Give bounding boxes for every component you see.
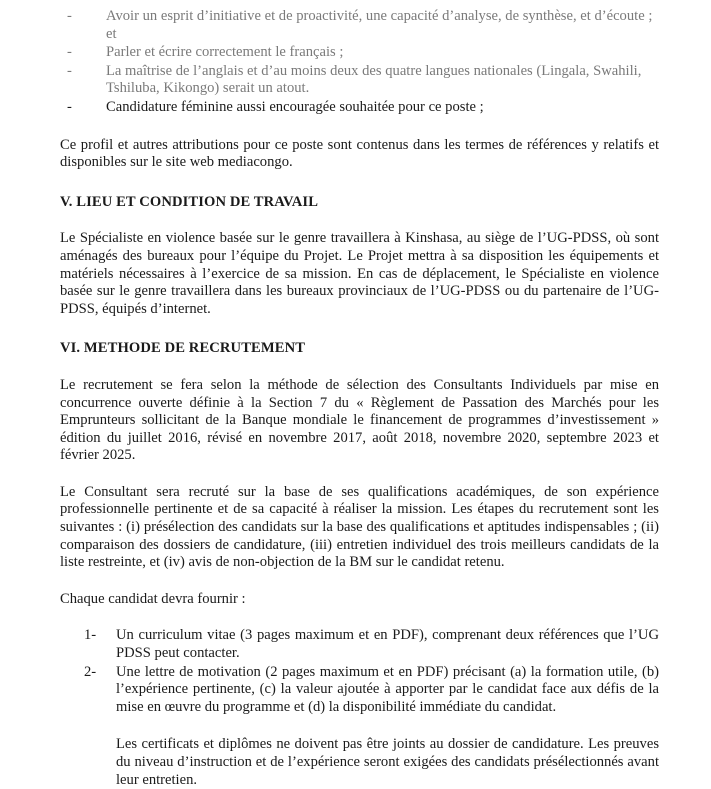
documents-list <box>60 627 659 716</box>
list-marker: - <box>67 62 72 79</box>
list-number: 1- <box>84 627 97 644</box>
list-item-text: Une lettre de motivation (2 pages maximum et en PDF) précisant (a) la formation utile, (b) l’expérience pertinente, (c) la valeur ajoutée à apporter par le candidat face aux défis de la mise en œuvre du programme et (d) la disponibilité immédiate du candidat. <box>116 663 659 715</box>
list-number: 2- <box>84 663 97 680</box>
certificates-note: Les certificats et diplômes ne doivent pas être joints au dossier de candidature. Les preuves du niveau d’instruction et de l’expérience seront exigées des candidats présélectionnés avant leur entretien. <box>116 736 659 788</box>
list-item <box>60 99 659 117</box>
list-item-text: Avoir un esprit d’initiative et de proactivité, une capacité d’analyse, de synthèse, et d’écoute ; et <box>106 8 653 42</box>
section-vi-heading: VI. METHODE DE RECRUTEMENT <box>60 340 306 357</box>
documents-intro: Chaque candidat devra fournir : <box>60 590 246 607</box>
list-item <box>60 627 659 662</box>
requirements-list <box>60 8 659 117</box>
list-item-text: Un curriculum vitae (3 pages maximum et en PDF), comprenant deux références que l’UG PDSS peut contacter. <box>116 627 659 662</box>
section-v-heading: V. LIEU ET CONDITION DE TRAVAIL <box>60 193 319 210</box>
list-marker: - <box>67 44 72 61</box>
list-marker: - <box>67 8 72 24</box>
profile-paragraph: Ce profil et autres attributions pour ce poste sont contenus dans les termes de références y relatifs et disponibles sur le site web mediacongo. <box>60 136 659 171</box>
recruitment-method-paragraph: Le recrutement se fera selon la méthode de sélection des Consultants Individuels par mise en concurrence ouverte définie à la Section 7 du « Règlement de Passation des Marchés pour les Emprunteurs sollicitant de la Banque mondiale le financement de programmes d’investissement » édition du juillet 2016, révisé en novembre 2017, août 2018, novembre 2020, septembre 2023 et février 2025. <box>60 376 659 464</box>
list-item <box>60 664 659 717</box>
recruitment-steps-paragraph: Le Consultant sera recruté sur la base de ses qualifications académiques, de son expérience professionnelle pertinente et de sa capacité à réaliser la mission. Les étapes du recrutement sont les suivantes : (i) présélection des candidats sur la base des qualifications et aptitudes indispensables ; (ii) comparaison des dossiers de candidature, (iii) entretien individuel des trois meilleurs candidats de la liste restreinte, et (iv) avis de non-objection de la BM sur le candidat retenu. <box>60 483 659 571</box>
section-v-paragraph: Le Spécialiste en violence basée sur le genre travaillera à Kinshasa, au siège de l’UG-PDSS, où sont aménagés des bureaux pour l’équipe du Projet. Le Projet mettra à sa disposition les équipements et matériels nécessaires à l’exercice de sa mission. En cas de déplacement, le Spécialiste en violence basée sur le genre travaillera dans les bureaux provinciaux de l’UG-PDSS ou du partenaire de l’UG-PDSS, équipés d’internet. <box>60 230 659 317</box>
list-item <box>60 63 659 98</box>
list-item-text: Candidature féminine aussi encouragée souhaitée pour ce poste ; <box>106 98 484 115</box>
list-item-text: Parler et écrire correctement le français ; <box>106 44 344 61</box>
list-item-text: La maîtrise de l’anglais et d’au moins deux des quatre langues nationales (Lingala, Swahili, Tshiluba, Kikongo) serait un atout. <box>106 62 642 97</box>
document-content <box>60 8 659 789</box>
list-item <box>60 8 659 43</box>
list-item <box>60 44 659 62</box>
list-marker: - <box>67 98 72 115</box>
